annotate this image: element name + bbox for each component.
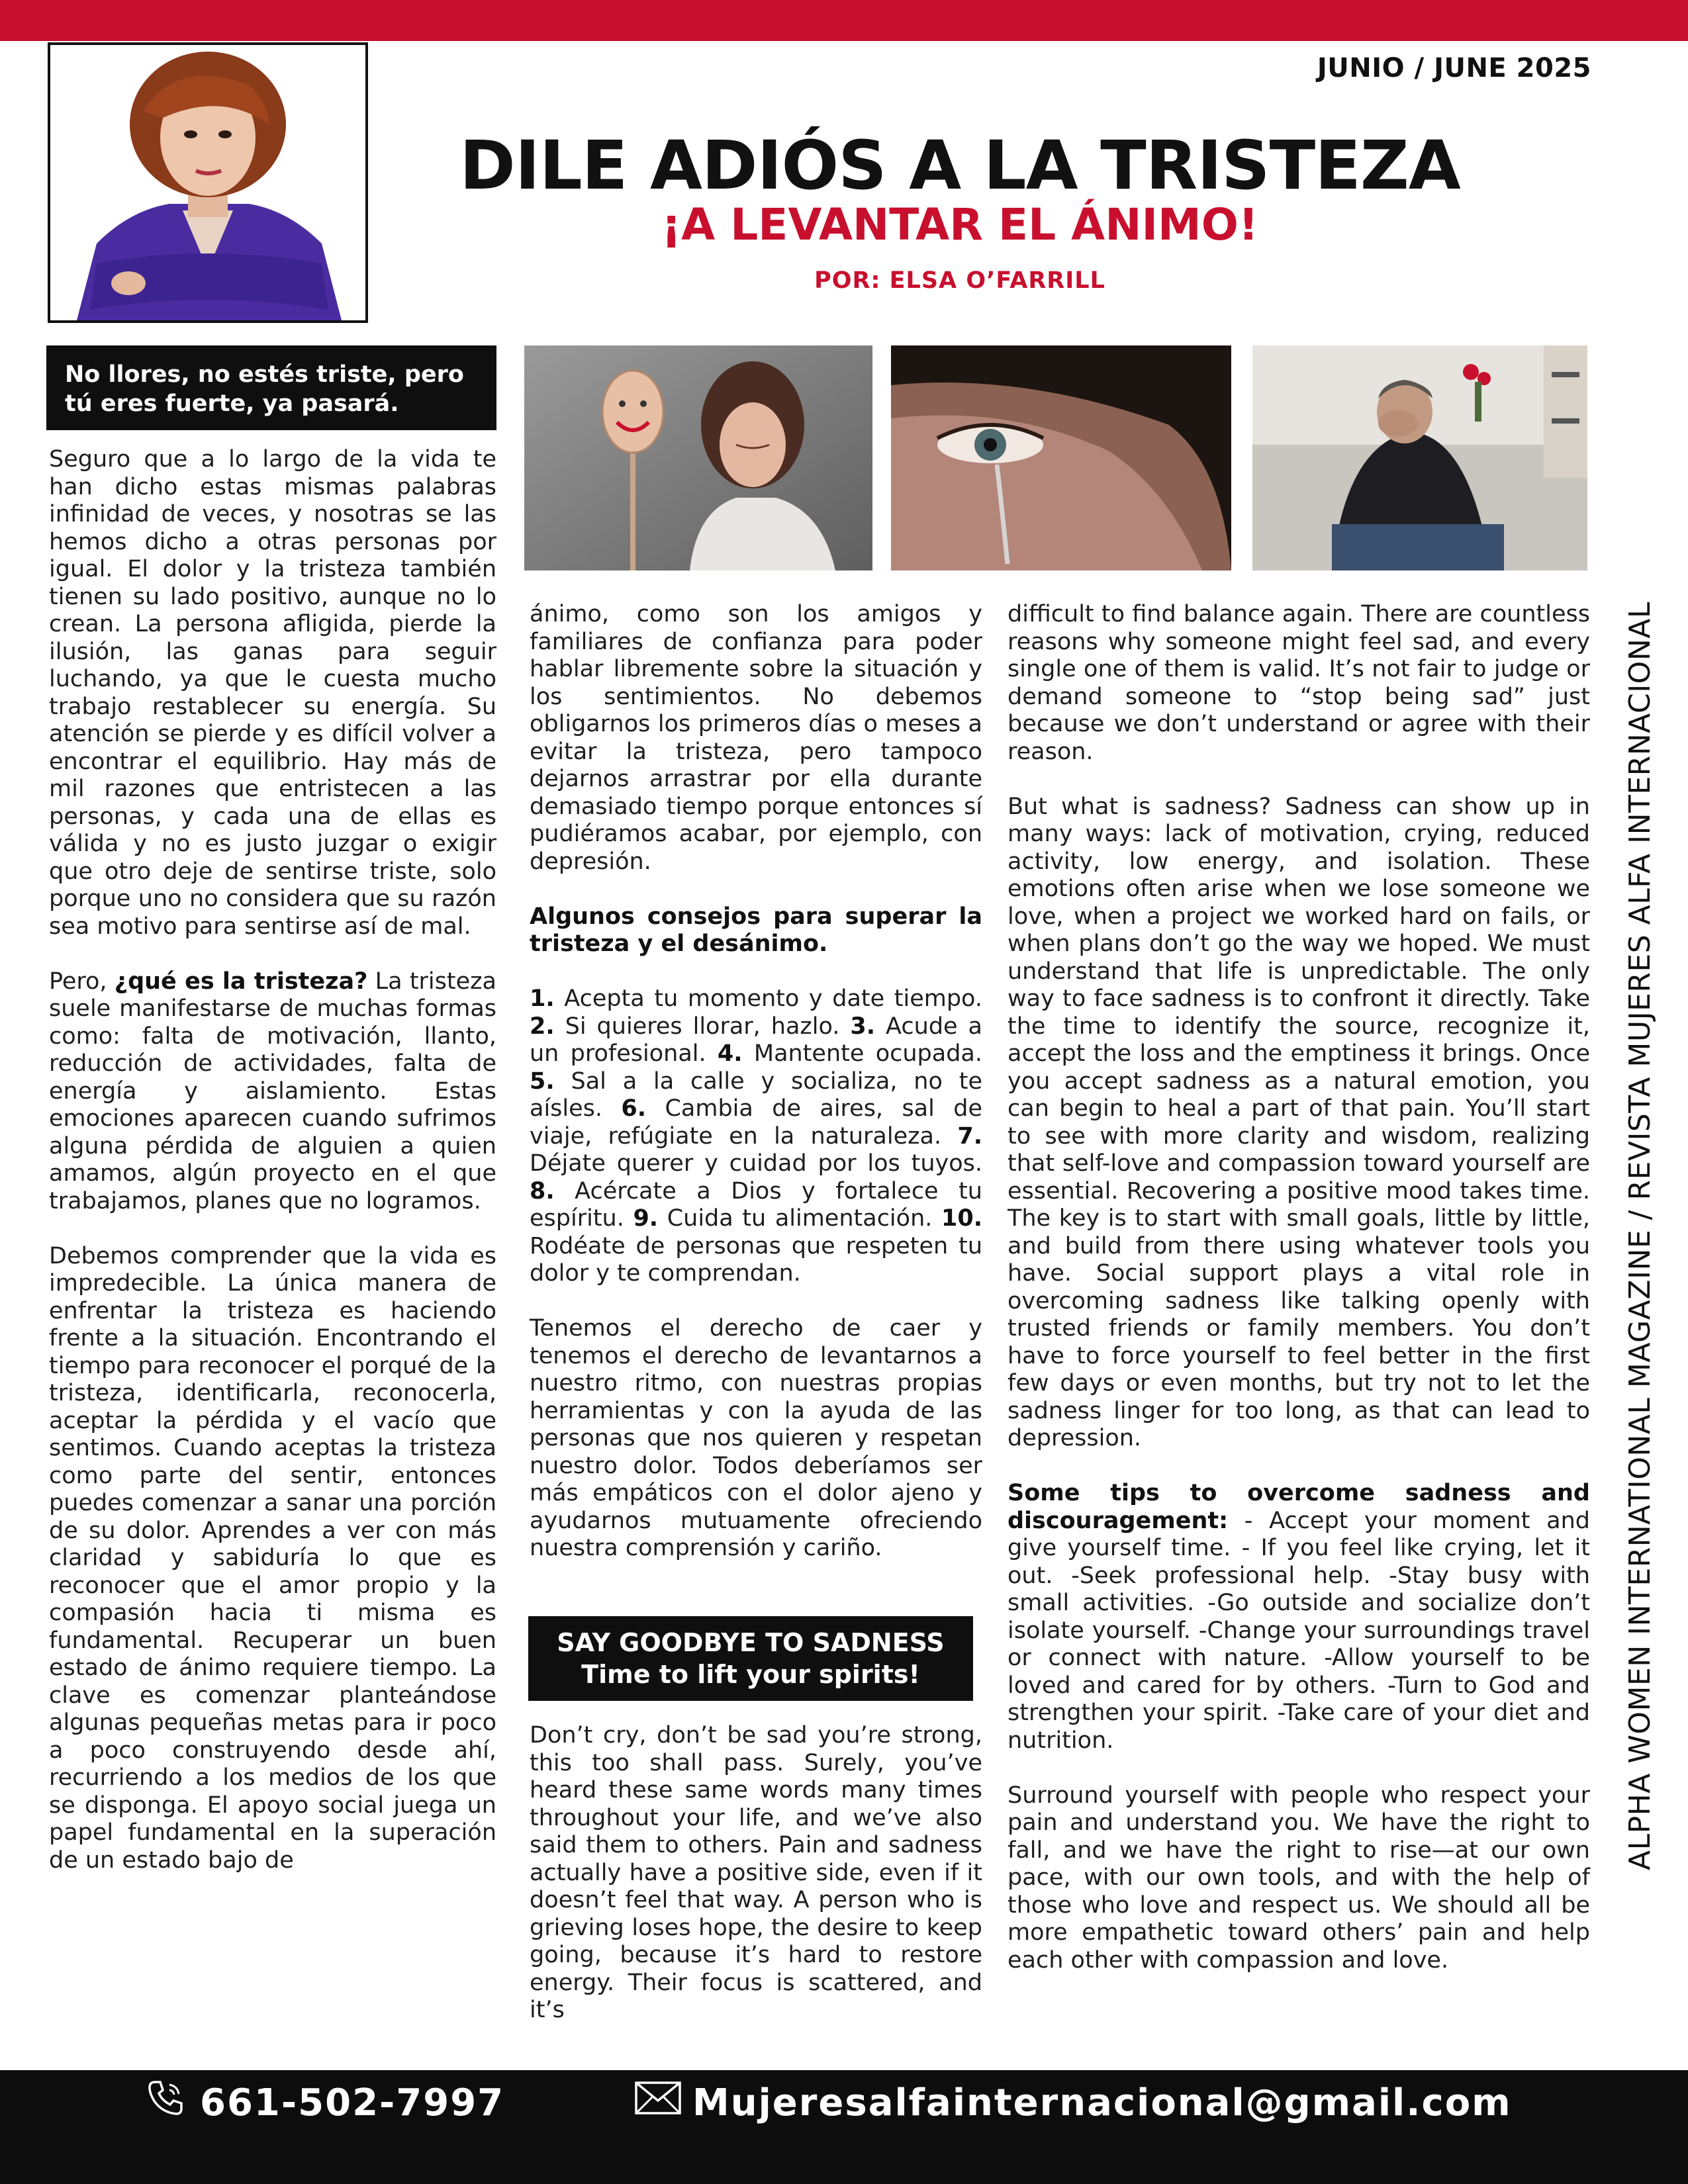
paragraph-en-3: But what is sadness? Sadness can show up in many ways: lack of motivation, crying, reduced activity, low energy, and isolation. These emotions often arise when we lose someone we love, when a project we worked hard on fails, or when plans don’t go the way we hoped. We must understand that life is unpredictable. The only way to face sadness is to confront it directly. Take the time to identify the source, recognize it, accept the loss and the emptiness it brings. Once you accept sadness as a natural emotion, you can begin to heal a part of that pain. You’ll start to see with more clarity and wisdom, realizing that self-love and compassion toward yourself are essential. Recovering a positive mood takes time. The key is to start with small goals, little by little, and build from there using whatever tools you have. Social support plays a vital role in overcoming sadness like talking openly with trusted friends or family members. You don’t have to force yourself to feel better in the first few days or even months, but try not to let the sadness linger for too long, as that can lead to depression. xyxy=(1008,793,1590,1451)
tips-list-es xyxy=(530,985,982,1288)
tip-number: 3. xyxy=(850,1013,876,1040)
tip-number: 5. xyxy=(530,1068,555,1095)
paragraph-es-2 xyxy=(49,968,496,1216)
tip-text: Cambia de aires, sal de viaje, refúgiate en la naturaleza. xyxy=(530,1095,982,1150)
photo-woman-with-mask-graphic xyxy=(524,345,872,570)
tips-heading-en: Some tips to overcome sadness and discouragement: xyxy=(1008,1480,1590,1534)
paragraph-es-5: Tenemos el derecho de caer y tenemos el derecho de levantarnos a nuestro ritmo, con nuestras propias herramientas y con la ayuda de las personas que nos quieren y respetan nuestro dolor. Todos deberíamos ser más empáticos con el dolor ajeno y ayudarnos mutuamente ofreciendo nuestra comprensión y cariño. xyxy=(530,1315,982,1561)
article-title: DILE ADIÓS A LA TRISTEZA xyxy=(459,126,1460,205)
tip-text: Acude a un profesional. xyxy=(530,1013,982,1067)
photo-woman-with-mask xyxy=(524,345,872,570)
tip-number: 8. xyxy=(530,1177,555,1205)
photo-sad-man-couch-graphic xyxy=(1252,345,1587,570)
tips-en xyxy=(1008,1480,1590,1754)
author-portrait-graphic xyxy=(50,45,365,320)
paragraph-es-4: ánimo, como son los amigos y familiares de confianza para poder hablar libremente sobre la situación y los sentimientos. No debemos obligarnos los primeros días o meses a evitar la tristeza, pero tampoco dejarnos arrastrar por ella durante demasiado tiempo porque entonces sí pudiéramos acabar, por ejemplo, con depresión. xyxy=(530,601,982,875)
tip-number: 9. xyxy=(633,1205,659,1232)
article-subtitle: ¡A LEVANTAR EL ÁNIMO! xyxy=(661,199,1258,250)
article-column-3 xyxy=(1008,601,1590,1974)
english-subtitle: Time to lift your spirits! xyxy=(581,1660,920,1689)
tips-list-en: - Accept your moment and give yourself time. - If you feel like crying, let it out. -Seek professional help. -Stay busy with small activities. -Go outside and socialize don’t isolate yourself. -Change your surroundings travel or connect with nature. -Allow yourself to be loved and cared for by others. -Turn to God and strengthen your spirit. -Take care of your diet and nutrition. xyxy=(1008,1507,1590,1754)
tip-number: 4. xyxy=(717,1040,743,1067)
paragraph-es-2-lead: Pero, xyxy=(49,968,115,995)
article-column-2-english xyxy=(530,1722,982,2025)
footer-email[interactable] xyxy=(634,2079,1512,2126)
tips-heading-es-text: Algunos consejos para superar la tristeza y el desánimo. xyxy=(530,903,982,957)
tip-number: 2. xyxy=(530,1013,555,1040)
tip-text: Mantente ocupada. xyxy=(742,1040,982,1067)
email-address: Mujeresalfainternacional@gmail.com xyxy=(692,2081,1512,2124)
tip-number: 6. xyxy=(621,1095,647,1122)
tips-heading-es xyxy=(530,903,982,958)
paragraph-en-4: Surround yourself with people who respect your pain and understand you. We have the right to fall, and we have the right to rise—at our own pace, with our own tools, and with the help of those who love and respect us. We should all be more empathetic toward others’ pain and help each other with compassion and love. xyxy=(1008,1782,1590,1974)
top-red-bar xyxy=(0,0,1688,41)
phone-icon xyxy=(146,2078,185,2127)
magazine-side-label: ALPHA WOMEN INTERNATIONAL MAGAZINE / REVISTA MUJERES ALFA INTERNACIONAL xyxy=(1623,602,1657,1870)
tip-number: 1. xyxy=(530,985,555,1012)
tip-text: Si quieres llorar, hazlo. xyxy=(554,1013,851,1040)
article-column-1 xyxy=(49,446,496,1874)
phone-number: 661-502-7997 xyxy=(200,2081,505,2124)
article-column-2 xyxy=(530,601,982,1563)
author-portrait xyxy=(48,42,368,323)
pull-quote-line-1: No llores, no estés triste, pero xyxy=(65,361,464,388)
paragraph-es-3: Debemos comprender que la vida es impredecible. La única manera de enfrentar la tristeza es haciendo frente a la situación. Encontrando el tiempo para reconocer el porqué de la tristeza, identificarla, reconocerla, aceptar la pérdida y el vacío que sentimos. Cuando aceptas la tristeza como parte del sentir, entonces puedes comenzar a sanar una porción de su dolor. Aprendes a ver con más claridad y sabiduría lo que es reconocer que el amor propio y la compasión hacia ti misma es fundamental. Recuperar un buen estado de ánimo requiere tiempo. La clave es comenzar planteándose algunas pequeñas metas para ir poco a poco construyendo desde ahí, recurriendo a los medios de los que se disponga. El apoyo social juega un papel fundamental en la superación de un estado bajo de xyxy=(49,1242,496,1874)
paragraph-es-1: Seguro que a lo largo de la vida te han dicho estas mismas palabras infinidad de veces, y nosotras se las hemos dicho a otras personas por igual. El dolor y la tristeza también tienen su lado positivo, aunque no lo crean. La persona afligida, pierde la ilusión, las ganas para seguir luchando, ya que le cuesta mucho trabajo restablecer su energía. Su atención se pierde y es difícil volver a encontrar el equilibrio. Hay más de mil razones que entristecen a las personas, y cada una de ellas es válida y no es justo juzgar o exigir que otro deje de sentirse triste, solo porque uno no considera que su razón sea motivo para sentirse así de mal. xyxy=(49,446,496,940)
paragraph-es-2-question: ¿qué es la tristeza? xyxy=(114,968,368,995)
tip-text: Sal a la calle y socializa, no te aísles. xyxy=(530,1068,982,1122)
paragraph-en-2: difficult to find balance again. There are countless reasons why someone might feel sad, and every single one of them is valid. It’s not fair to judge or demand someone to “stop being sad” just because we don’t understand or agree with their reason. xyxy=(1008,601,1590,765)
tip-text: Acepta tu momento y date tiempo. xyxy=(554,985,982,1012)
paragraph-es-2-rest: La tristeza suele manifestarse de muchas formas como: falta de motivación, llanto, reducción de actividades, falta de energía y aislamiento. Estas emociones aparecen cuando sufrimos alguna pérdida de alguien a quien amamos, algún proyecto en el que trabajamos, planes que no logramos. xyxy=(49,968,496,1214)
tip-number: 10. xyxy=(941,1205,982,1232)
envelope-icon xyxy=(634,2081,682,2124)
paragraph-en-1: Don’t cry, don’t be sad you’re strong, this too shall pass. Surely, you’ve heard these same words many times throughout your life, and we’ve also said them to others. Pain and sadness actually have a positive side, even if it doesn’t feel that way. A person who is grieving loses hope, the desire to keep going, because it’s hard to restore energy. Their focus is scattered, and it’s xyxy=(530,1722,982,2023)
author-byline: POR: ELSA O’FARRILL xyxy=(814,267,1105,294)
footer-phone[interactable] xyxy=(146,2079,504,2126)
tip-text: Cuida tu alimentación. xyxy=(658,1205,941,1232)
issue-date: JUNIO / JUNE 2025 xyxy=(1317,53,1591,83)
english-title: SAY GOODBYE TO SADNESS xyxy=(557,1628,945,1657)
photo-crying-eye xyxy=(891,345,1231,570)
tip-text: Rodéate de personas que respeten tu dolor y te comprendan. xyxy=(530,1232,982,1287)
photo-sad-man-couch xyxy=(1252,345,1587,570)
tip-number: 7. xyxy=(957,1122,982,1150)
pull-quote-es xyxy=(46,345,496,430)
pull-quote-line-2: tú eres fuerte, ya pasará. xyxy=(65,390,399,417)
tip-text: Déjate querer y cuidad por los tuyos. xyxy=(530,1150,982,1177)
photo-crying-eye-graphic xyxy=(891,345,1231,570)
english-title-box xyxy=(528,1616,973,1701)
tip-text: Acércate a Dios y fortalece tu espíritu. xyxy=(530,1177,982,1232)
